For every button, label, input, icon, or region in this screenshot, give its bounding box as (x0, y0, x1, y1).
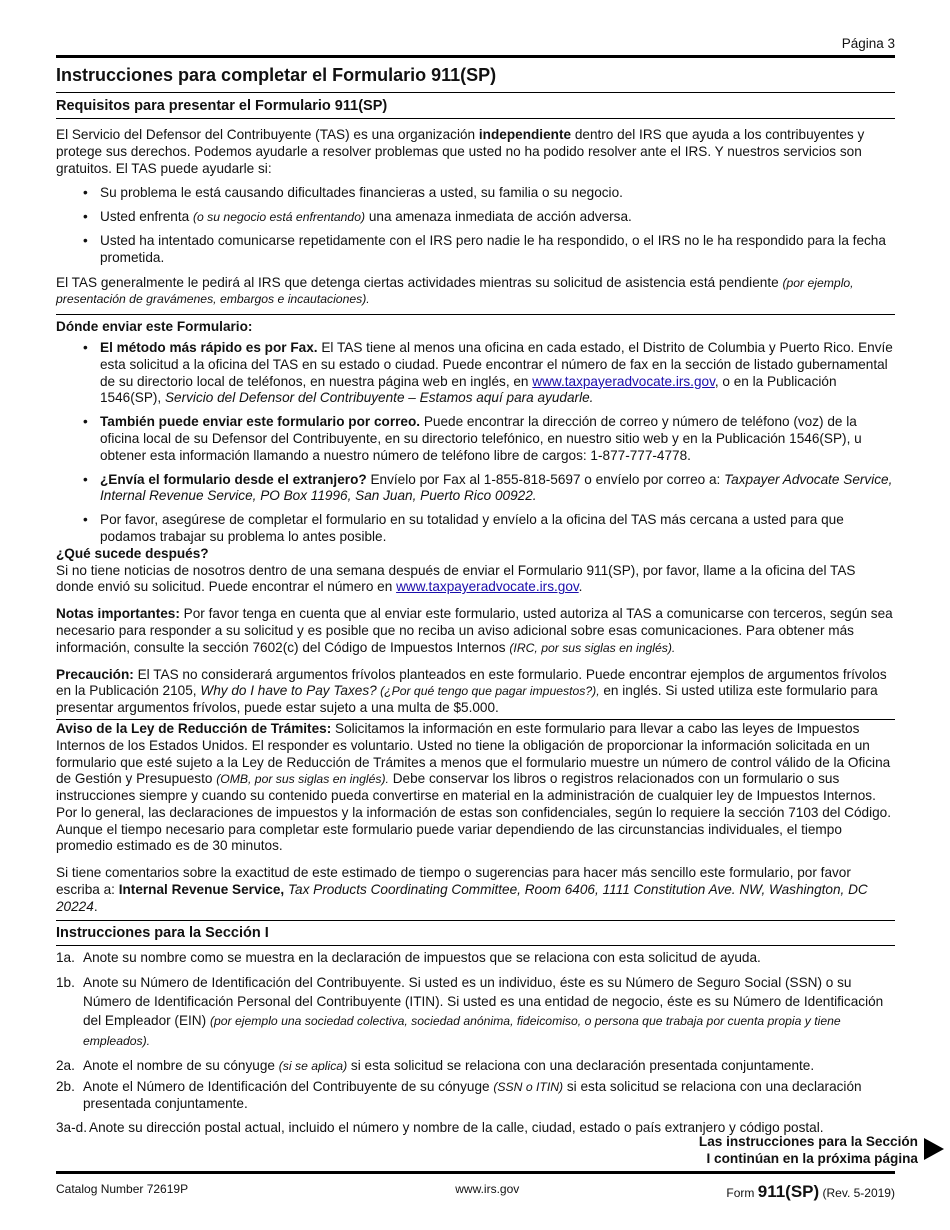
seccion1-heading: Instrucciones para la Sección I (56, 924, 269, 941)
requisitos-list (56, 185, 895, 266)
list-item: • ¿Envía el formulario desde el extranjero? Envíelo por Fax al 1-855-818-5697 o envíelo por correo a: Taxpayer Advocate Service, Internal Revenue Service, PO Box 11996, San Juan, Puerto Rico 00922. (83, 471, 893, 504)
title-rule (56, 92, 895, 93)
precaucion: Precaución: El TAS no considerará argumentos frívolos planteados en este formulario. Puede encontrar ejemplos de argumentos frívolos en la Publicación 2105, Why do I have to Pay Taxes? (¿Por qué tengo que pagar impuestos?), en inglés. Si usted utiliza este formulario para presentar argumentos frívolos, puede estar sujeto a una multa de $5.000. (56, 666, 887, 716)
donde-list (56, 340, 895, 546)
list-item: • Su problema le está causando dificultades financieras a usted, su familia o su negocio. (83, 185, 623, 201)
instruction-2b: 2b. Anote el Número de Identificación del Contribuyente de su cónyuge (SSN o ITIN) si esta solicitud se relaciona con una declaración presentada conjuntamente. (56, 1079, 862, 1112)
donde-heading: Dónde enviar este Formulario: (56, 319, 253, 335)
aviso-comentarios: Si tiene comentarios sobre la exactitud de este estimado de tiempo o sugerencias para hacer más sencillo este formulario, por favor escriba a: Internal Revenue Service, Tax Products Coordinating Committee, Room 6406, 1111 Constitution Ave. NW, Washington, DC 20224. (56, 865, 868, 914)
seccion1-rule-bottom (56, 945, 895, 946)
list-item: • Usted ha intentado comunicarse repetidamente con el IRS pero nadie le ha respondido, o el IRS no le ha respondido para la fecha prometida. (83, 232, 886, 265)
aviso-rule (56, 719, 895, 720)
requisitos-rule (56, 118, 895, 119)
instruction-1b: 1b. Anote su Número de Identificación del Contribuyente. Si usted es un individuo, éste es su Número de Seguro Social (SSN) o su Número de Identificación Personal del Contribuyente (ITIN). Si usted es una entidad de negocio, éste es su Número de Identificación del Empleador (EIN) (por ejemplo una sociedad colectiva, sociedad anónima, fideicomiso, o persona que trabaja por cuenta propia y tiene empleados). (56, 975, 884, 1049)
footer (56, 1171, 895, 1202)
notas-importantes: Notas importantes: Por favor tenga en cuenta que al enviar este formulario, usted autoriza al TAS a comunicarse con terceros, según sea necesario para responder a su solicitud y es posible que no reciba un aviso adicional sobre esas comunicaciones. Para obtener más información, consulte la sección 7602(c) del Código de Impuestos Internos (IRC, por sus siglas en inglés). (56, 606, 893, 655)
continue-note: Las instrucciones para la Sección I continúan en la próxima página (698, 1134, 918, 1166)
form-id: Form 911(SP) (Rev. 5-2019) (726, 1182, 895, 1201)
instruction-1a: 1a. Anote su nombre como se muestra en la declaración de impuestos que se relaciona con esta solicitud de ayuda. (56, 949, 761, 965)
donde-rule (56, 314, 895, 315)
requisitos-heading: Requisitos para presentar el Formulario 911(SP) (56, 98, 388, 114)
instruction-2a: 2a. Anote el nombre de su cónyuge (si se aplica) si esta solicitud se relaciona con una declaración presentada conjuntamente. (56, 1058, 815, 1074)
list-item: • Por favor, asegúrese de completar el formulario en su totalidad y envíelo a la oficina del TAS más cercana a usted para que podamos trabajar su problema lo antes posible. (83, 512, 844, 544)
taxpayer-advocate-link[interactable]: www.taxpayeradvocate.irs.gov (532, 373, 715, 389)
despues-text: Si no tiene noticias de nosotros dentro de una semana después de enviar el Formulario 911(SP), por favor, llame a la oficina del TAS donde envió su solicitud. Puede encontrar el número en www.taxpayeradvocate.irs.gov. (56, 562, 856, 595)
requisitos-intro: El Servicio del Defensor del Contribuyente (TAS) es una organización independiente dentro del IRS que ayuda a los contribuyentes y protege sus derechos. Podemos ayudarle a resolver problemas que usted no ha podido resolver ante el IRS. Y nuestros servicios son gratuitos. El TAS puede ayudarle si: (56, 127, 865, 176)
right-arrow-icon (924, 1138, 944, 1160)
page-title: Instrucciones para completar el Formulario 911(SP) (56, 65, 497, 85)
instruction-3a-d: 3a-d. Anote su dirección postal actual, incluido el número y nombre de la calle, ciudad, estado o país extranjero y código postal. (56, 1119, 824, 1135)
catalog-number: Catalog Number 72619P (56, 1182, 189, 1196)
despues-heading: ¿Qué sucede después? (56, 545, 209, 561)
list-item: • Usted enfrenta (o su negocio está enfrentando) una amenaza inmediata de acción adversa. (83, 209, 632, 225)
aviso-ley: Aviso de la Ley de Reducción de Trámites: Solicitamos la información en este formulario para llevar a cabo las leyes de Impuestos Internos de los Estados Unidos. El responder es voluntario. Usted no tiene la obligación de proporcionar la información solicitada en un formulario que esté sujeto a la Ley de Reducción de Trámites a menos que el formulario muestre un número de control válido de la Oficina de Gestión y Presupuesto (OMB, por sus siglas en inglés). Debe conservar los libros o registros relacionados con un formulario o sus instrucciones siempre y cuando su contenido pueda convertirse en material en la administración de cualquier ley de Impuestos Internos. Por lo general, las declaraciones de impuestos y la información de estas son confidenciales, según lo requiere la sección 7103 del Código. Aunque el tiempo necesario para completar este formulario puede variar dependiendo de las circunstancias individuales, el tiempo promedio estimado es de 30 minutos. (56, 720, 892, 854)
website: www.irs.gov (455, 1182, 520, 1196)
page-number: Página 3 (841, 36, 895, 51)
requisitos-closing: El TAS generalmente le pedirá al IRS que detenga ciertas actividades mientras su solicitud de asistencia está pendiente (por ejemplo, presentación de gravámenes, embargos e incautaciones). (56, 274, 854, 307)
seccion1-rule-top (56, 920, 895, 921)
list-item: • El método más rápido es por Fax. El TAS tiene al menos una oficina en cada estado, el Distrito de Columbia y Puerto Rico. Envíe esta solicitud a la oficina del TAS en su estado o ciudad. Puede encontrar el número de fax en la sección de listado gubernamental de su directorio local de teléfonos, en nuestra página web en inglés, en www.taxpayeradvocate.irs.gov, o en la Publicación 1546(SP), Servicio del Defensor del Contribuyente – Estamos aquí para ayudarle. (83, 339, 893, 406)
top-rule (56, 55, 895, 58)
list-item: • También puede enviar este formulario por correo. Puede encontrar la dirección de correo y número de teléfono (voz) de la oficina local de su Defensor del Contribuyente, en su directorio telefónico, en nuestro sitio web y en la Publicación 1546(SP), u obtener esta información llamando a nuestro número de teléfono libre de cargos: 1-877-777-4778. (83, 414, 862, 463)
taxpayer-advocate-link-2[interactable]: www.taxpayeradvocate.irs.gov (396, 579, 579, 595)
page (56, 0, 895, 1137)
